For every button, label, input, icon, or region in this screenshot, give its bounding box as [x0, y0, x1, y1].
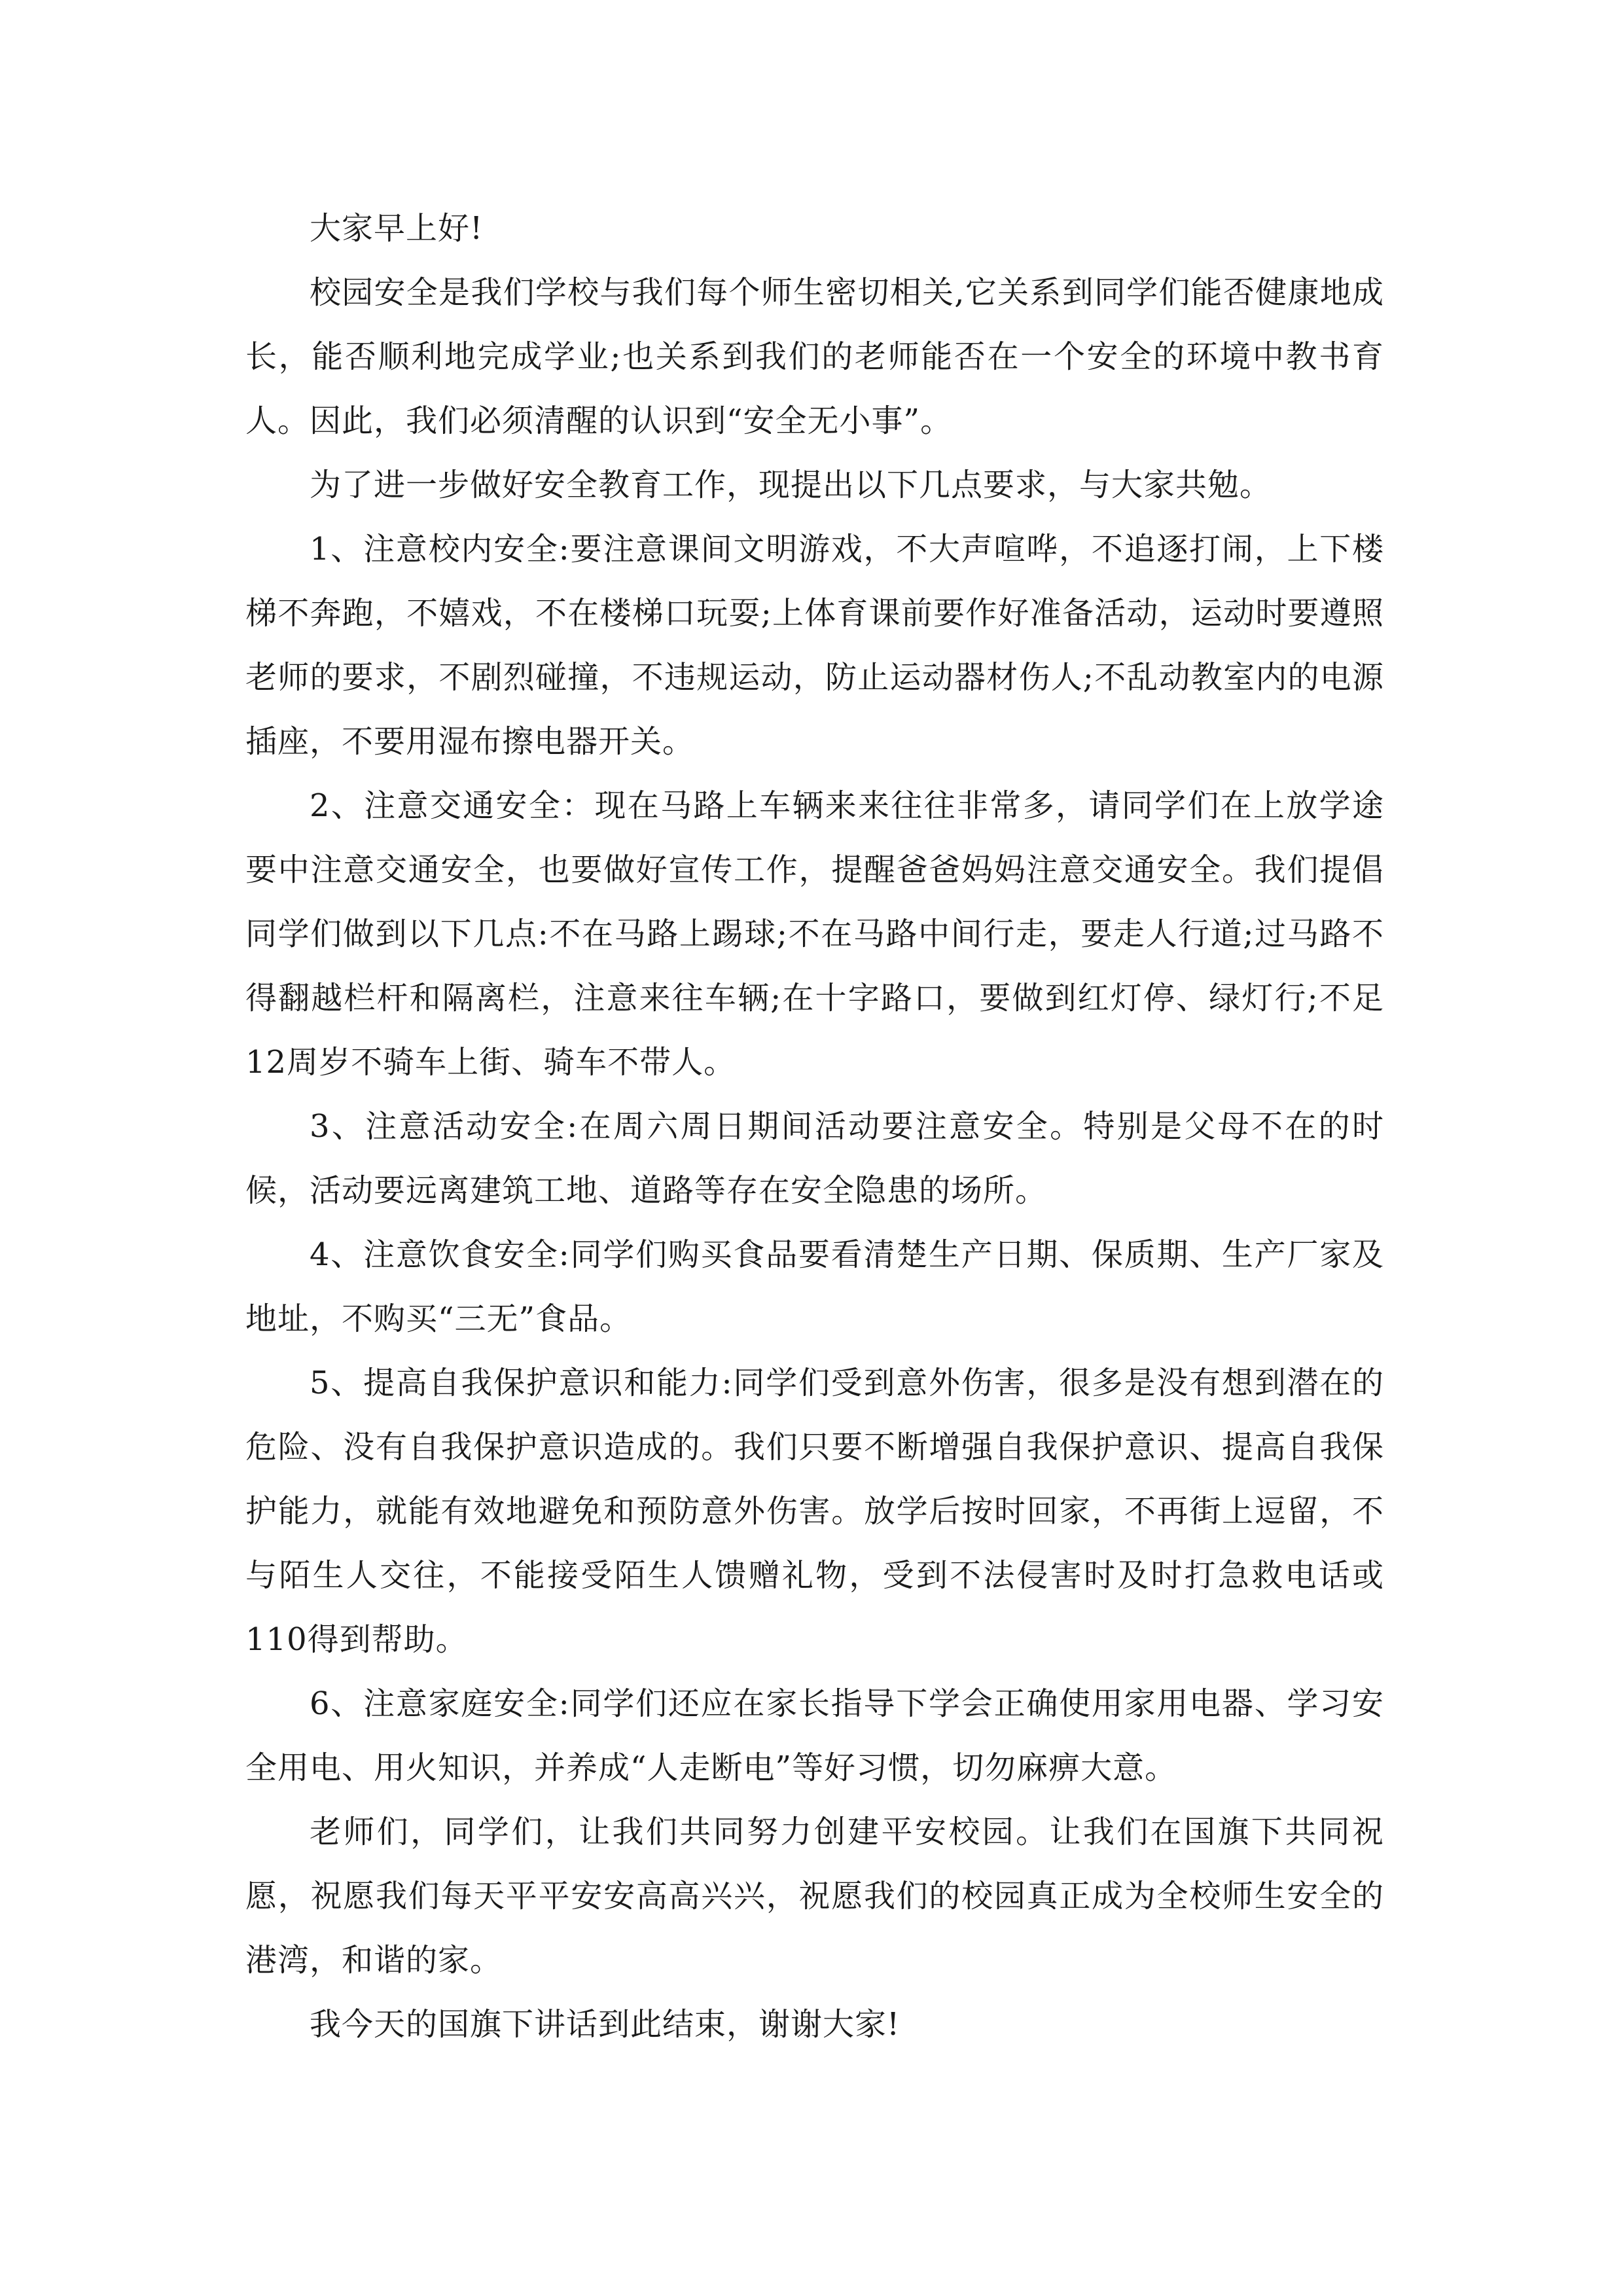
activity-safety-paragraph: 3、注意活动安全:在周六周日期间活动要注意安全。特别是父母不在的时候，活动要远离建筑工地、道路等存在安全隐患的场所。 — [245, 1108, 1384, 1209]
traffic-safety-paragraph: 2、注意交通安全：现在马路上车辆来来往往非常多，请同学们在上放学途要中注意交通安全，也要做好宣传工作，提醒爸爸妈妈注意交通安全。我们提倡同学们做到以下几点:不在马路上踢球;不在马路中间行走，要走人行道;过马路不得翻越栏杆和隔离栏，注意来往车辆;在十字路口，要做到红灯停、绿灯行;不足12周岁不骑车上街、骑车不带人。 — [245, 787, 1384, 1081]
speech-body — [245, 196, 1384, 2056]
closing-wish-paragraph: 老师们，同学们，让我们共同努力创建平安校园。让我们在国旗下共同祝愿，祝愿我们每天平平安安高高兴兴，祝愿我们的校园真正成为全校师生安全的港湾，和谐的家。 — [245, 1814, 1384, 1979]
closing-thanks-paragraph: 我今天的国旗下讲话到此结束，谢谢大家! — [310, 2006, 901, 2043]
intro-paragraph: 校园安全是我们学校与我们每个师生密切相关,它关系到同学们能否健康地成长，能否顺利地完成学业;也关系到我们的老师能否在一个安全的环境中教书育人。因此，我们必须清醒的认识到“安全无小事”。 — [245, 274, 1384, 439]
food-safety-paragraph: 4、注意饮食安全:同学们购买食品要看清楚生产日期、保质期、生产厂家及地址，不购买“三无”食品。 — [245, 1236, 1384, 1337]
greeting-paragraph: 大家早上好! — [310, 210, 484, 247]
campus-safety-paragraph: 1、注意校内安全:要注意课间文明游戏，不大声喧哗，不追逐打闹，上下楼梯不奔跑，不嬉戏，不在楼梯口玩耍;上体育课前要作好准备活动，运动时要遵照老师的要求，不剧烈碰撞，不违规运动，防止运动器材伤人;不乱动教室内的电源插座，不要用湿布擦电器开关。 — [245, 531, 1384, 760]
self-protection-paragraph: 5、提高自我保护意识和能力:同学们受到意外伤害，很多是没有想到潜在的危险、没有自我保护意识造成的。我们只要不断增强自我保护意识、提高自我保护能力，就能有效地避免和预防意外伤害。放学后按时回家，不再街上逗留，不与陌生人交往，不能接受陌生人馈赠礼物，受到不法侵害时及时打急救电话或110得到帮助。 — [245, 1365, 1384, 1658]
home-safety-paragraph: 6、注意家庭安全:同学们还应在家长指导下学会正确使用家用电器、学习安全用电、用火知识，并养成“人走断电”等好习惯，切勿麻痹大意。 — [245, 1685, 1384, 1786]
requirements-intro-paragraph: 为了进一步做好安全教育工作，现提出以下几点要求，与大家共勉。 — [310, 467, 1272, 503]
